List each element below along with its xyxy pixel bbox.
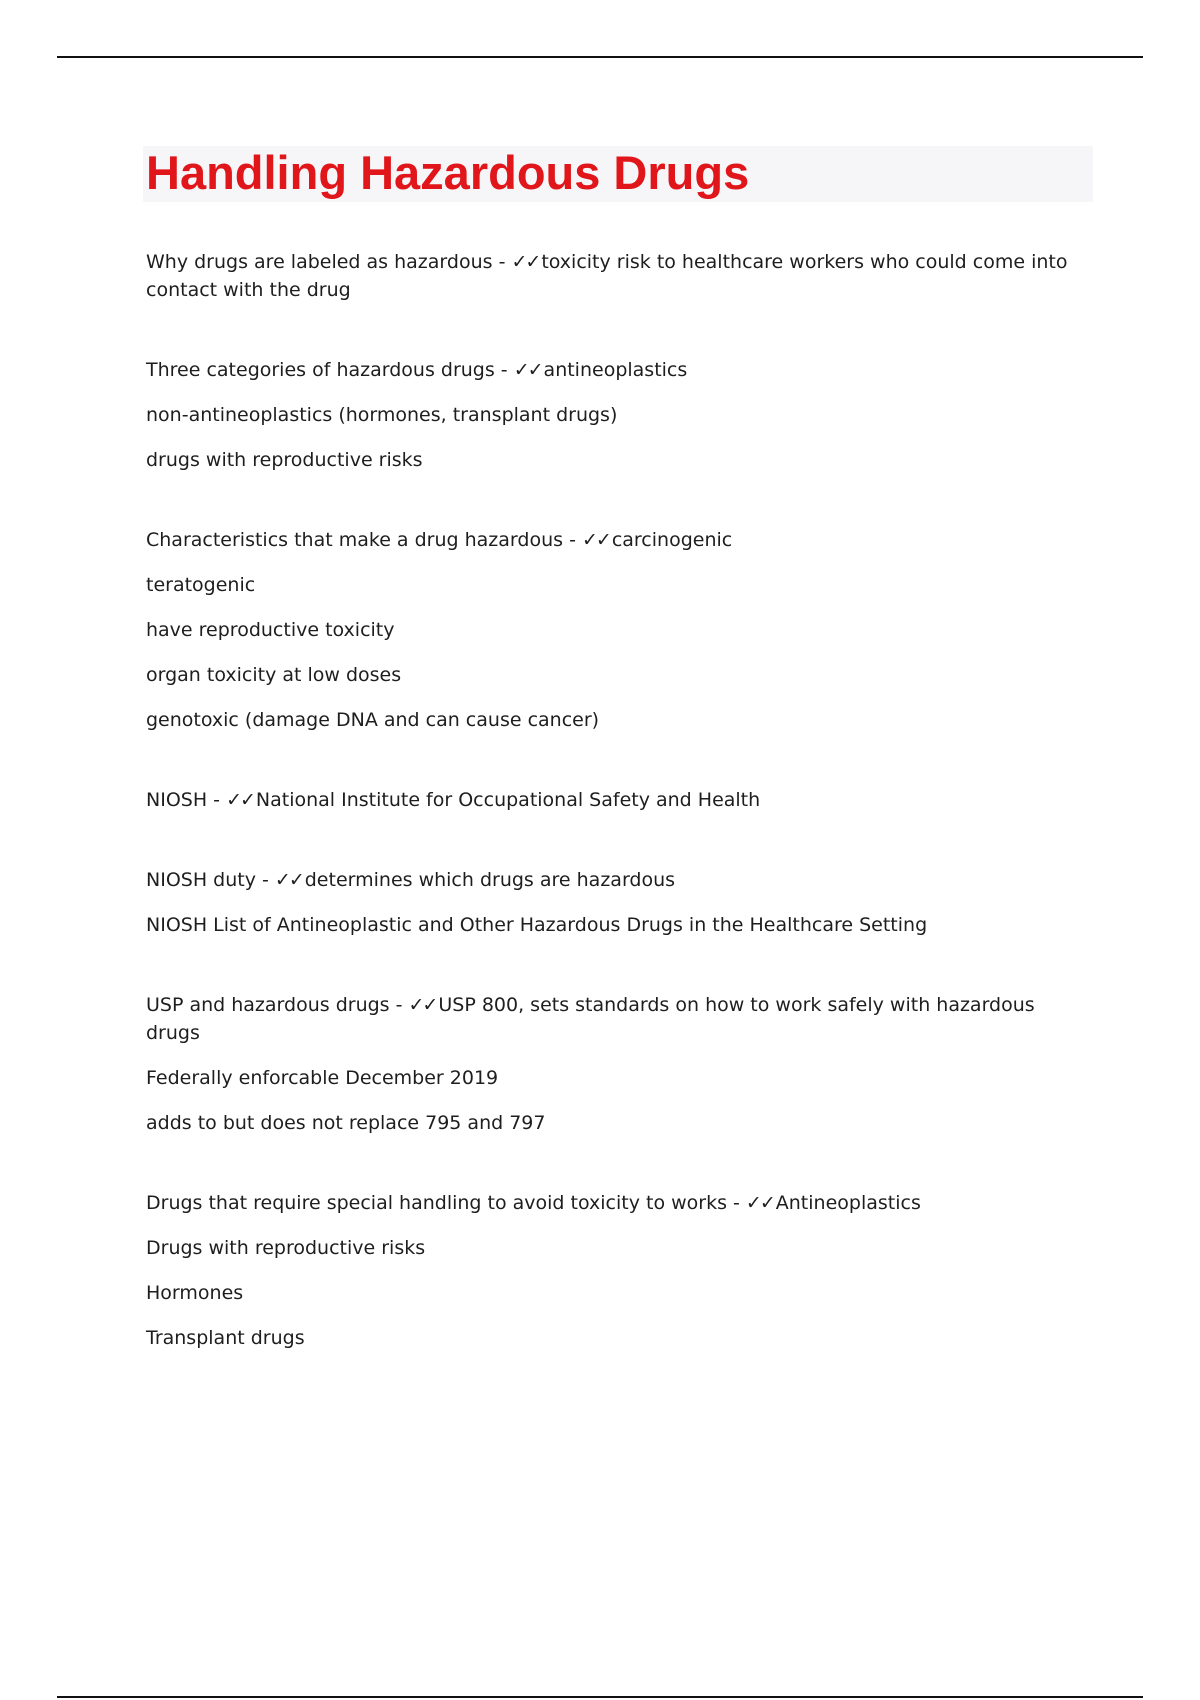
answer-line: drugs with reproductive risks xyxy=(146,449,423,471)
answer-line: Federally enforcable December 2019 xyxy=(146,1067,499,1089)
flashcard-first-line xyxy=(146,866,1086,894)
answer-first: carcinogenic xyxy=(611,529,733,551)
answer-line: adds to but does not replace 795 and 797 xyxy=(146,1112,546,1134)
double-check-icon: ✓✓ xyxy=(226,789,254,811)
separator: - xyxy=(726,1192,746,1214)
bottom-rule xyxy=(57,1696,1143,1698)
separator: - xyxy=(255,869,275,891)
separator: - xyxy=(494,359,514,381)
flashcard-first-line xyxy=(146,991,1086,1047)
flashcard-first-line xyxy=(146,356,1086,384)
answer-first: determines which drugs are hazardous xyxy=(304,869,676,891)
flashcard-first-line xyxy=(146,248,1086,304)
answer-line: Drugs with reproductive risks xyxy=(146,1237,426,1259)
page-title: Handling Hazardous Drugs xyxy=(146,146,750,199)
answer-line: Hormones xyxy=(146,1282,244,1304)
answer-line: non-antineoplastics (hormones, transplant drugs) xyxy=(146,404,618,426)
answer-first: toxicity risk to healthcare workers who could come into contact with the drug xyxy=(146,251,1068,301)
flashcard-first-line xyxy=(146,786,1086,814)
flashcard xyxy=(146,356,1086,474)
flashcard-list xyxy=(146,248,1086,1404)
term: USP and hazardous drugs xyxy=(146,994,390,1016)
answer-line: teratogenic xyxy=(146,574,256,596)
answer-first: National Institute for Occupational Safety and Health xyxy=(255,789,761,811)
top-rule xyxy=(57,56,1143,58)
double-check-icon: ✓✓ xyxy=(511,251,540,273)
double-check-icon: ✓✓ xyxy=(513,359,542,381)
term: Drugs that require special handling to avoid toxicity to works xyxy=(146,1192,727,1214)
term: Why drugs are labeled as hazardous xyxy=(146,251,493,273)
separator: - xyxy=(492,251,512,273)
separator: - xyxy=(389,994,409,1016)
term: Characteristics that make a drug hazardous xyxy=(146,529,564,551)
answer-line: organ toxicity at low doses xyxy=(146,664,402,686)
flashcard-first-line xyxy=(146,1189,1086,1217)
answer-first: Antineoplastics xyxy=(775,1192,921,1214)
flashcard xyxy=(146,1189,1086,1352)
double-check-icon: ✓✓ xyxy=(745,1192,774,1214)
double-check-icon: ✓✓ xyxy=(581,529,610,551)
separator: - xyxy=(207,789,227,811)
term: Three categories of hazardous drugs xyxy=(146,359,495,381)
flashcard-first-line xyxy=(146,526,1086,554)
answer-line: NIOSH List of Antineoplastic and Other Hazardous Drugs in the Healthcare Setting xyxy=(146,914,928,936)
flashcard xyxy=(146,866,1086,939)
flashcard xyxy=(146,991,1086,1137)
term: NIOSH xyxy=(146,789,208,811)
answer-line: Transplant drugs xyxy=(146,1327,305,1349)
separator: - xyxy=(563,529,582,551)
answer-first: USP 800, sets standards on how to work safely with hazardous drugs xyxy=(146,994,1035,1044)
answer-line: genotoxic (damage DNA and can cause cancer) xyxy=(146,709,600,731)
flashcard xyxy=(146,786,1086,814)
flashcard xyxy=(146,526,1086,734)
term: NIOSH duty xyxy=(146,869,256,891)
answer-first: antineoplastics xyxy=(543,359,688,381)
double-check-icon: ✓✓ xyxy=(408,994,437,1016)
flashcard xyxy=(146,248,1086,304)
answer-line: have reproductive toxicity xyxy=(146,619,395,641)
double-check-icon: ✓✓ xyxy=(274,869,303,891)
